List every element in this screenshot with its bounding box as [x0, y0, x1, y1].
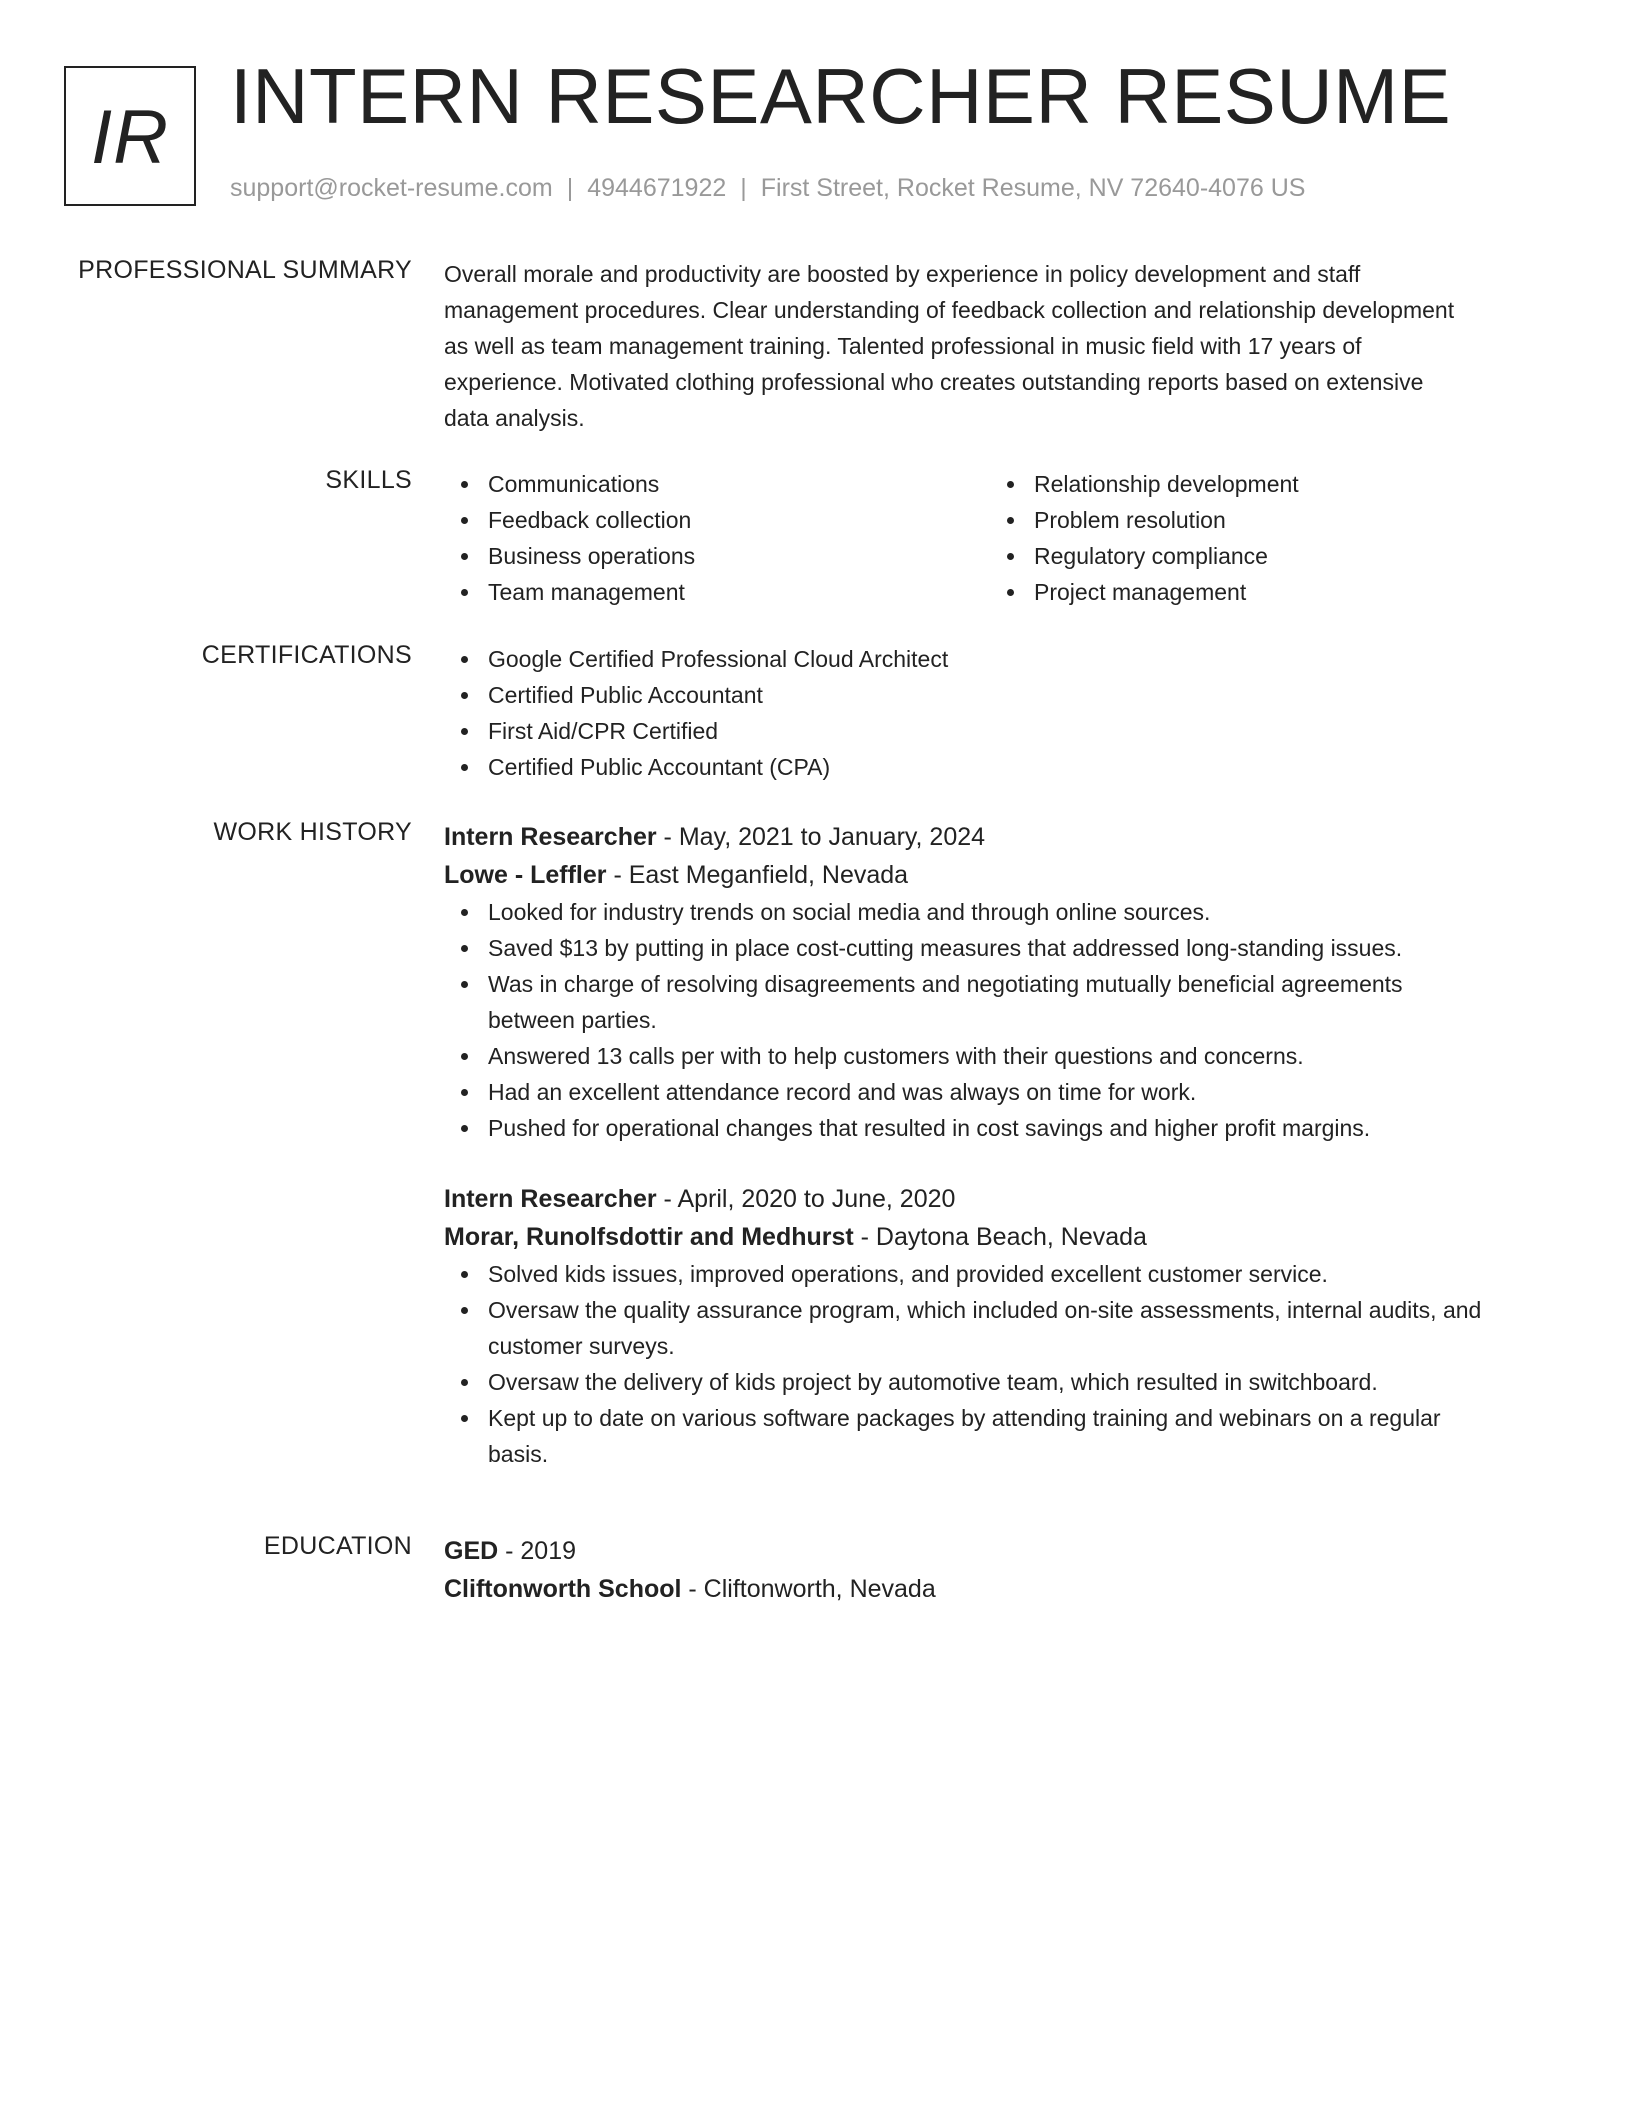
- certifications-heading: CERTIFICATIONS: [201, 641, 412, 669]
- job-dates: - April, 2020 to June, 2020: [656, 1185, 956, 1213]
- job-bullet-text: Oversaw the quality assurance program, which included on-site assessments, internal audits, and: [488, 1297, 1482, 1323]
- skill-item: Communications: [444, 466, 990, 502]
- job-bullet: Solved kids issues, improved operations, and provided excellent customer service.: [444, 1256, 1554, 1292]
- job-bullet: Oversaw the delivery of kids project by automotive team, which resulted in switchboard.: [444, 1364, 1554, 1400]
- job-bullet: Looked for industry trends on social media and through online sources.: [444, 894, 1554, 930]
- contact-phone: 4944671922: [587, 174, 727, 202]
- monogram-text: IR: [91, 94, 169, 180]
- job-entry: [444, 1180, 1554, 1472]
- job-title: Intern Researcher: [444, 1185, 657, 1213]
- certification-item: Certified Public Accountant (CPA): [444, 749, 1554, 785]
- skills-list-right: [990, 466, 1536, 610]
- job-bullet-text: basis.: [488, 1441, 549, 1467]
- certification-item: Google Certified Professional Cloud Architect: [444, 641, 1554, 677]
- education-year: - 2019: [498, 1537, 577, 1565]
- summary-heading: PROFESSIONAL SUMMARY: [78, 256, 412, 284]
- education-school: Cliftonworth School: [444, 1575, 682, 1603]
- skill-item: Project management: [990, 574, 1536, 610]
- job-bullet-text: customer surveys.: [488, 1333, 675, 1359]
- job-bullet-text: Was in charge of resolving disagreements and negotiating mutually beneficial agreements: [488, 971, 1403, 997]
- job-title-line: [444, 1180, 1554, 1218]
- summary-line: data analysis.: [444, 405, 585, 431]
- page-title: INTERN RESEARCHER RESUME: [230, 52, 1452, 140]
- certifications-list: [444, 641, 1554, 785]
- job-company: Lowe - Leffler: [444, 861, 607, 889]
- education-degree: GED: [444, 1537, 499, 1565]
- job-location: - East Meganfield, Nevada: [606, 861, 909, 889]
- skill-item: Business operations: [444, 538, 990, 574]
- education-location: - Cliftonworth, Nevada: [681, 1575, 936, 1603]
- job-entry: [444, 818, 1554, 1146]
- job-title-line: [444, 818, 1554, 856]
- job-bullet: [444, 1400, 1554, 1472]
- skill-item: Regulatory compliance: [990, 538, 1536, 574]
- monogram-logo: [64, 66, 196, 206]
- certification-item: First Aid/CPR Certified: [444, 713, 1554, 749]
- education-degree-line: [444, 1532, 1554, 1570]
- skill-item: Team management: [444, 574, 990, 610]
- skill-item: Feedback collection: [444, 502, 990, 538]
- education-heading: EDUCATION: [263, 1532, 412, 1560]
- job-bullet: Saved $13 by putting in place cost-cutting measures that addressed long-standing issues.: [444, 930, 1554, 966]
- contact-address: First Street, Rocket Resume, NV 72640-4076 US: [760, 174, 1306, 202]
- job-bullet: Pushed for operational changes that resulted in cost savings and higher profit margins.: [444, 1110, 1554, 1146]
- skills-list-left: [444, 466, 990, 610]
- job-bullets: [444, 1256, 1554, 1472]
- education-school-line: [444, 1570, 1554, 1608]
- summary-line: experience. Motivated clothing professional who creates outstanding reports based on extensive: [444, 369, 1424, 395]
- summary-body: [444, 256, 1554, 436]
- contact-email: support@rocket-resume.com: [230, 174, 553, 202]
- skills-heading: SKILLS: [325, 466, 412, 494]
- job-bullet: Answered 13 calls per with to help customers with their questions and concerns.: [444, 1038, 1554, 1074]
- job-bullets: [444, 894, 1554, 1146]
- job-bullet: [444, 966, 1554, 1038]
- job-location: - Daytona Beach, Nevada: [853, 1223, 1147, 1251]
- contact-line: [230, 174, 1305, 203]
- skill-item: Relationship development: [990, 466, 1536, 502]
- job-bullet-text: Kept up to date on various software packages by attending training and webinars on a regular: [488, 1405, 1441, 1431]
- work-history-heading: WORK HISTORY: [213, 818, 412, 846]
- job-bullet: Had an excellent attendance record and was always on time for work.: [444, 1074, 1554, 1110]
- summary-line: Overall morale and productivity are boosted by experience in policy development and staff: [444, 261, 1361, 287]
- contact-separator: |: [740, 174, 747, 202]
- certification-item: Certified Public Accountant: [444, 677, 1554, 713]
- job-bullet-text: between parties.: [488, 1007, 657, 1033]
- job-title: Intern Researcher: [444, 823, 657, 851]
- education-body: [444, 1532, 1554, 1608]
- skills-body: [444, 466, 1554, 610]
- certifications-body: [444, 641, 1554, 785]
- job-bullet: [444, 1292, 1554, 1364]
- job-dates: - May, 2021 to January, 2024: [656, 823, 986, 851]
- job-company-line: [444, 856, 1554, 894]
- summary-line: management procedures. Clear understanding of feedback collection and relationship development: [444, 297, 1455, 323]
- job-company: Morar, Runolfsdottir and Medhurst: [444, 1223, 854, 1251]
- skill-item: Problem resolution: [990, 502, 1536, 538]
- summary-line: as well as team management training. Talented professional in music field with 17 years of: [444, 333, 1362, 359]
- contact-separator: |: [566, 174, 574, 202]
- job-company-line: [444, 1218, 1554, 1256]
- work-history-body: [444, 818, 1554, 1472]
